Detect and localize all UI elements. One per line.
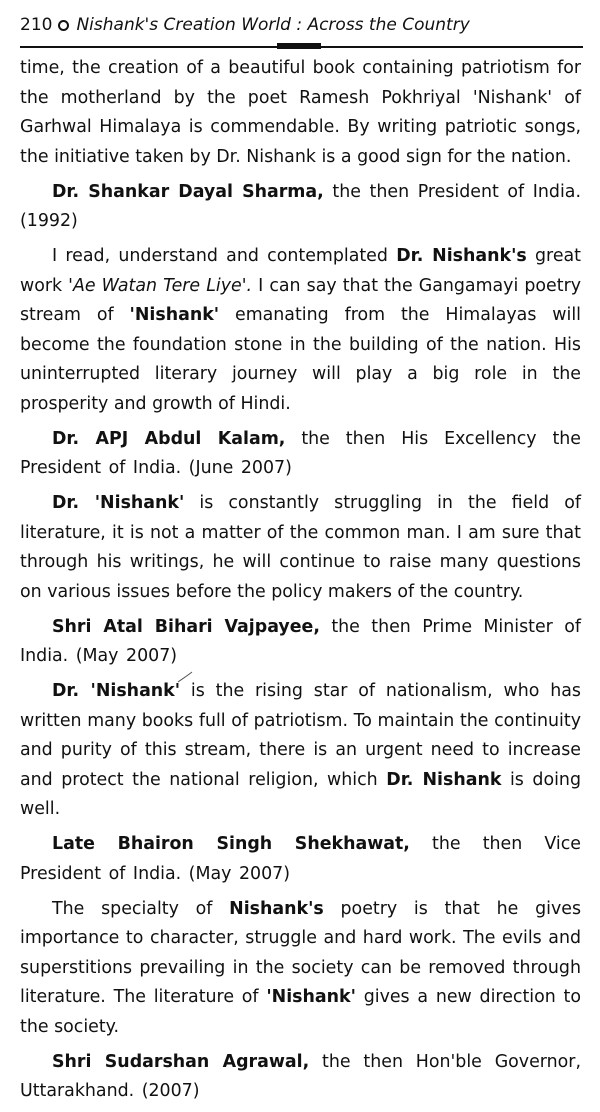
attribution-2-detail: the then His Excellency the President of India. (June 2007) bbox=[20, 428, 581, 478]
paragraph-2-bold-b: 'Nishank' bbox=[129, 305, 220, 325]
attribution-1-detail: the then President of India. (1992) bbox=[20, 181, 581, 231]
attribution-3-detail: the then Prime Minister of India. (May 2007) bbox=[20, 616, 581, 666]
paragraph-2-text-d: emanating from the Himalayas will become the foundation stone in the building of the nation. His uninterrupted literary journey will play a big role in the prosperity and growth of Hindi. bbox=[20, 305, 582, 414]
running-title: Nishank's Creation World : Across the Country bbox=[76, 15, 470, 35]
attribution-1 bbox=[20, 178, 581, 237]
paragraph-4-text-b: is doing well. bbox=[20, 769, 581, 819]
paragraph-2-text-c: I can say that the Gangamayi poetry stream of bbox=[20, 275, 582, 325]
paragraph-4-bold-b: Dr. Nishank bbox=[386, 769, 502, 790]
attribution-4-detail: the then Vice President of India. (May 2007) bbox=[20, 834, 582, 884]
paragraph-5-text-b: poetry is that he gives importance to character, struggle and hard work. The evils and superstitions prevailing in the society can be removed through literature. The literature of bbox=[20, 898, 581, 1007]
pen-mark-icon bbox=[176, 670, 194, 684]
paragraph-1-text: time, the creation of a beautiful book containing patriotism for the motherland by the poet Ramesh Pokhriyal 'Nishank' of Garhwal Himalaya is commendable. By writing patriotic songs, the initiative taken by Dr. Nishank is a good sign for the nation. bbox=[20, 58, 581, 167]
page-number: 210 bbox=[20, 15, 53, 35]
page-body bbox=[20, 54, 581, 1112]
paragraph-4 bbox=[20, 677, 581, 825]
paragraph-2 bbox=[20, 242, 581, 419]
attribution-4-name: Late Bhairon Singh Shekhawat, bbox=[52, 834, 410, 854]
circle-bullet-icon bbox=[58, 20, 69, 31]
attribution-2 bbox=[20, 425, 581, 484]
attribution-3-name: Shri Atal Bihari Vajpayee, bbox=[52, 616, 320, 637]
attribution-3 bbox=[20, 613, 581, 672]
attribution-4 bbox=[20, 830, 581, 889]
paragraph-2-bold-a: Dr. Nishank's bbox=[396, 246, 527, 266]
paragraph-3-text-a: is constantly struggling in the field of literature, it is not a matter of the common man. I am sure that through his writings, he will continue to raise many questions on various issues before the policy makers of the country. bbox=[20, 493, 581, 602]
attribution-1-name: Dr. Shankar Dayal Sharma, bbox=[52, 181, 324, 202]
paragraph-5-text-a: The specialty of bbox=[52, 898, 230, 919]
attribution-2-name: Dr. APJ Abdul Kalam, bbox=[52, 428, 286, 449]
header-rule-notch bbox=[277, 43, 321, 49]
paragraph-2-text-a: I read, understand and contemplated bbox=[52, 246, 397, 266]
attribution-5-name: Shri Sudarshan Agrawal, bbox=[52, 1051, 310, 1072]
attribution-5 bbox=[20, 1048, 581, 1107]
paragraph-4-bold-a: Dr. 'Nishank' bbox=[52, 681, 181, 701]
paragraph-2-book-title: 'Ae Watan Tere Liye'. bbox=[68, 275, 253, 296]
paragraph-5-text-c: gives a new direction to the society. bbox=[20, 987, 581, 1037]
attribution-5-detail: the then Hon'ble Governor, Uttarakhand. (2007) bbox=[20, 1051, 581, 1101]
paragraph-3-bold-a: Dr. 'Nishank' bbox=[52, 493, 185, 513]
paragraph-5 bbox=[20, 895, 581, 1043]
paragraph-5-bold-b: 'Nishank' bbox=[266, 987, 356, 1007]
paragraph-1 bbox=[20, 54, 581, 172]
paragraph-3 bbox=[20, 489, 581, 607]
paragraph-4-text-a: is the rising star of nationalism, who has written many books full of patriotism. To maintain the continuity and purity of this stream, there is an urgent need to increase and protect the national religion, which bbox=[20, 681, 581, 790]
running-header bbox=[20, 10, 585, 40]
paragraph-5-bold-a: Nishank's bbox=[229, 898, 324, 919]
paragraph-2-text-b: great work bbox=[20, 246, 582, 296]
